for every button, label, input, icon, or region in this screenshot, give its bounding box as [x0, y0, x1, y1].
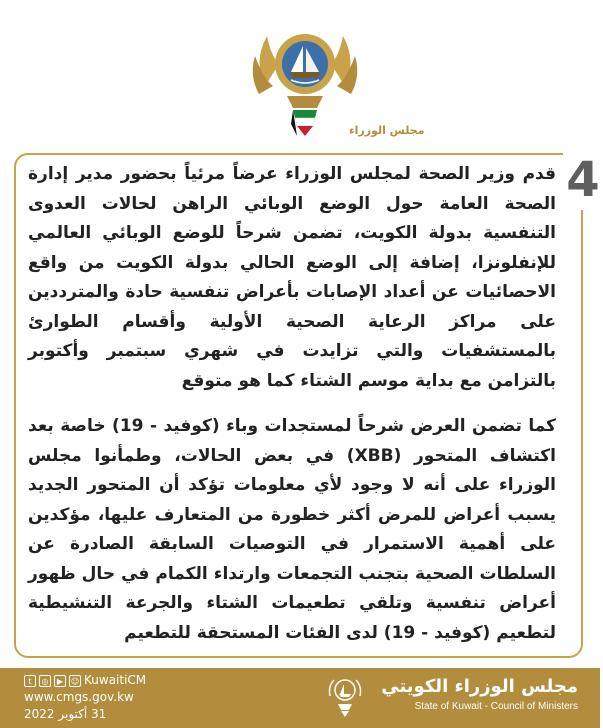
emblem-arabic-text: مجلس الوزراء: [349, 124, 425, 137]
footer-org: [378, 674, 578, 714]
org-arabic-name: مجلس الوزراء الكويتي: [381, 676, 578, 697]
website-link[interactable]: www.cmgs.gov.kw: [24, 690, 134, 704]
org-english-name: State of Kuwait - Council of Ministers: [414, 701, 578, 712]
footer-emblem-icon: [326, 676, 364, 718]
paragraph-2: كما تضمن العرض شرحاً لمستجدات وباء (كوفيد - 19) خاصة بعد اكتشاف المتحور (XBB) في بعض الحالات، وطمأنوا مجلس الوزراء على أنه لا وجود لأي معلومات تؤكد أن المتحور الجديد يسبب أعراض للمرض أكثر خطورة من المتعارف عليها، مؤكدين على أهمية الاستمرار في التوصيات السابقة الصادرة عن السلطات الصحية بتجنب التجمعات وارتداء الكمام في حال ظهور أعراض تنفسية وتلقي تطعيمات الشتاء والجرعة التنشيطية لتطعيم (كوفيد - 19) لدى الفئات المستحقة للتطعيم: [28, 416, 556, 643]
footer-bar: [0, 668, 600, 728]
post-number: 4: [563, 150, 603, 210]
instagram-icon[interactable]: ◎: [39, 675, 51, 687]
paragraph-1: قدم وزير الصحة لمجلس الوزراء عرضاً مرئياً بحضور مدير إدارة الصحة العامة حول الوضع الوبائي الراهن لحالات العدوى التنفسية بدولة الكويت، تضمن شرحاً للوضع الوبائي العالمي للإنفلونزا، إضافة إلى الوضع الحالي بدولة الكويت من واقع الاحصائيات عن أعداد الإصابات بأعراض تنفسية حادة والمترددين على مراكز الرعاية الصحية الأولية وأقسام الطوارئ بالمستشفيات والتي تزايدت في شهري سبتمبر وأكتوبر بالتزامن مع بداية موسم الشتاء كما هو متوقع: [28, 164, 556, 391]
footer-contact: [24, 672, 224, 723]
post-date: 31 أكتوبر 2022: [24, 707, 107, 721]
social-handle[interactable]: KuwaitiCM: [84, 673, 147, 687]
council-of-ministers-emblem: [245, 16, 425, 146]
statement-text: [28, 160, 556, 650]
twitter-icon[interactable]: t: [24, 675, 36, 687]
snapchat-icon[interactable]: ☺: [70, 676, 80, 686]
youtube-icon[interactable]: ▶: [54, 675, 66, 687]
social-row: [24, 672, 224, 689]
